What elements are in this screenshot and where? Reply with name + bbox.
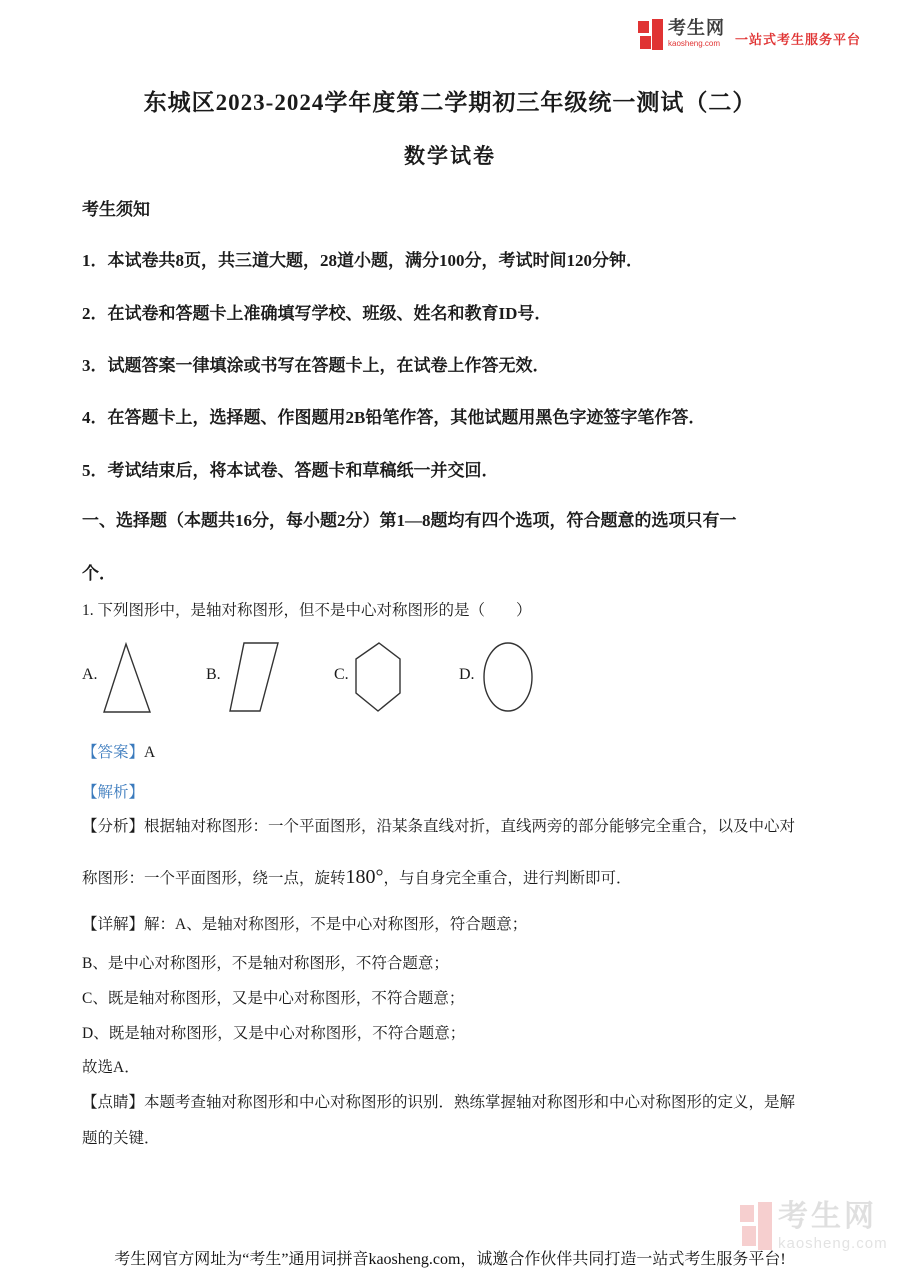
detail-line-a: 【详解】解：A、是轴对称图形，不是中心对称图形，符合题意；	[82, 916, 528, 933]
notice-item-4: 4．在答题卡上，选择题、作图题用2B铅笔作答，其他试题用黑色字迹签字笔作答．	[82, 408, 706, 427]
page-subtitle: 数学试卷	[404, 144, 496, 168]
option-d-shape	[482, 641, 534, 713]
answer-value: A	[144, 744, 156, 761]
option-a-label: A.	[82, 666, 98, 683]
detail-line-b: B、是中心对称图形，不是轴对称图形，不符合题意；	[82, 955, 449, 972]
brand-tagline: 一站式考生服务平台	[735, 32, 862, 47]
option-b-label: B.	[206, 666, 221, 683]
option-b-shape	[228, 641, 280, 713]
header-logo	[638, 19, 861, 50]
analysis-heading: 【解析】	[82, 784, 145, 801]
analysis-line-2-pre: 称图形：一个平面图形，绕一点，旋转	[82, 870, 346, 887]
option-c-shape	[354, 641, 402, 713]
notice-item-2: 2．在试卷和答题卡上准确填写学校、班级、姓名和教育ID号．	[82, 304, 552, 323]
question-1-text: 1. 下列图形中，是轴对称图形，但不是中心对称图形的是（ ）	[82, 602, 532, 619]
option-a-shape	[101, 642, 153, 714]
notice-heading: 考生须知	[82, 200, 150, 219]
notice-item-3: 3．试题答案一律填涂或书写在答题卡上，在试卷上作答无效．	[82, 356, 550, 375]
analysis-line-2-post: ，与自身完全重合，进行判断即可．	[383, 870, 632, 887]
circle-icon	[482, 641, 534, 713]
parallelogram-icon	[228, 641, 280, 713]
kaosheng-watermark-icon	[740, 1202, 772, 1250]
note-line-1: 【点睛】本题考查轴对称图形和中心对称图形的识别．熟练掌握轴对称图形和中心对称图形的定义，是解	[82, 1094, 796, 1111]
notice-item-1: 1．本试卷共8页，共三道大题，28道小题，满分100分，考试时间120分钟．	[82, 251, 643, 270]
analysis-line-2	[82, 866, 632, 888]
footer-text: 考生网官方网址为“考生”通用词拼音kaosheng.com，诚邀合作伙伴共同打造一站式考生服务平台!	[114, 1251, 786, 1268]
conclusion-line: 故选A．	[82, 1059, 140, 1076]
option-c-label: C.	[334, 666, 349, 683]
answer-label: 【答案】	[82, 744, 145, 761]
detail-line-c: C、既是轴对称图形，又是中心对称图形，不符合题意；	[82, 990, 465, 1007]
triangle-icon	[101, 642, 153, 714]
kaosheng-logo-icon	[638, 19, 664, 50]
detail-line-d: D、既是轴对称图形，又是中心对称图形，不符合题意；	[82, 1025, 466, 1042]
section-header-line1: 一、选择题（本题共16分，每小题2分）第1—8题均有四个选项，符合题意的选项只有一	[82, 511, 737, 530]
brand-domain: kaosheng.com	[668, 39, 721, 48]
footer-watermark	[740, 1202, 888, 1251]
page-title: 东城区2023-2024学年度第二学期初三年级统一测试（二）	[143, 90, 757, 115]
section-header-line2: 个．	[82, 564, 116, 583]
watermark-domain: kaosheng.com	[778, 1235, 888, 1252]
brand-name: 考生网	[668, 18, 725, 38]
option-d-label: D.	[459, 666, 475, 683]
degree-formula: 180°	[345, 866, 384, 888]
watermark-brand: 考生网	[778, 1200, 877, 1233]
answer-line	[82, 740, 155, 762]
notice-item-5: 5．考试结束后，将本试卷、答题卡和草稿纸一并交回．	[82, 461, 499, 480]
hexagon-icon	[354, 641, 402, 713]
note-line-2: 题的关键．	[82, 1130, 160, 1147]
analysis-line-1: 【分析】根据轴对称图形：一个平面图形，沿某条直线对折，直线两旁的部分能够完全重合，以及中心对	[82, 818, 796, 835]
